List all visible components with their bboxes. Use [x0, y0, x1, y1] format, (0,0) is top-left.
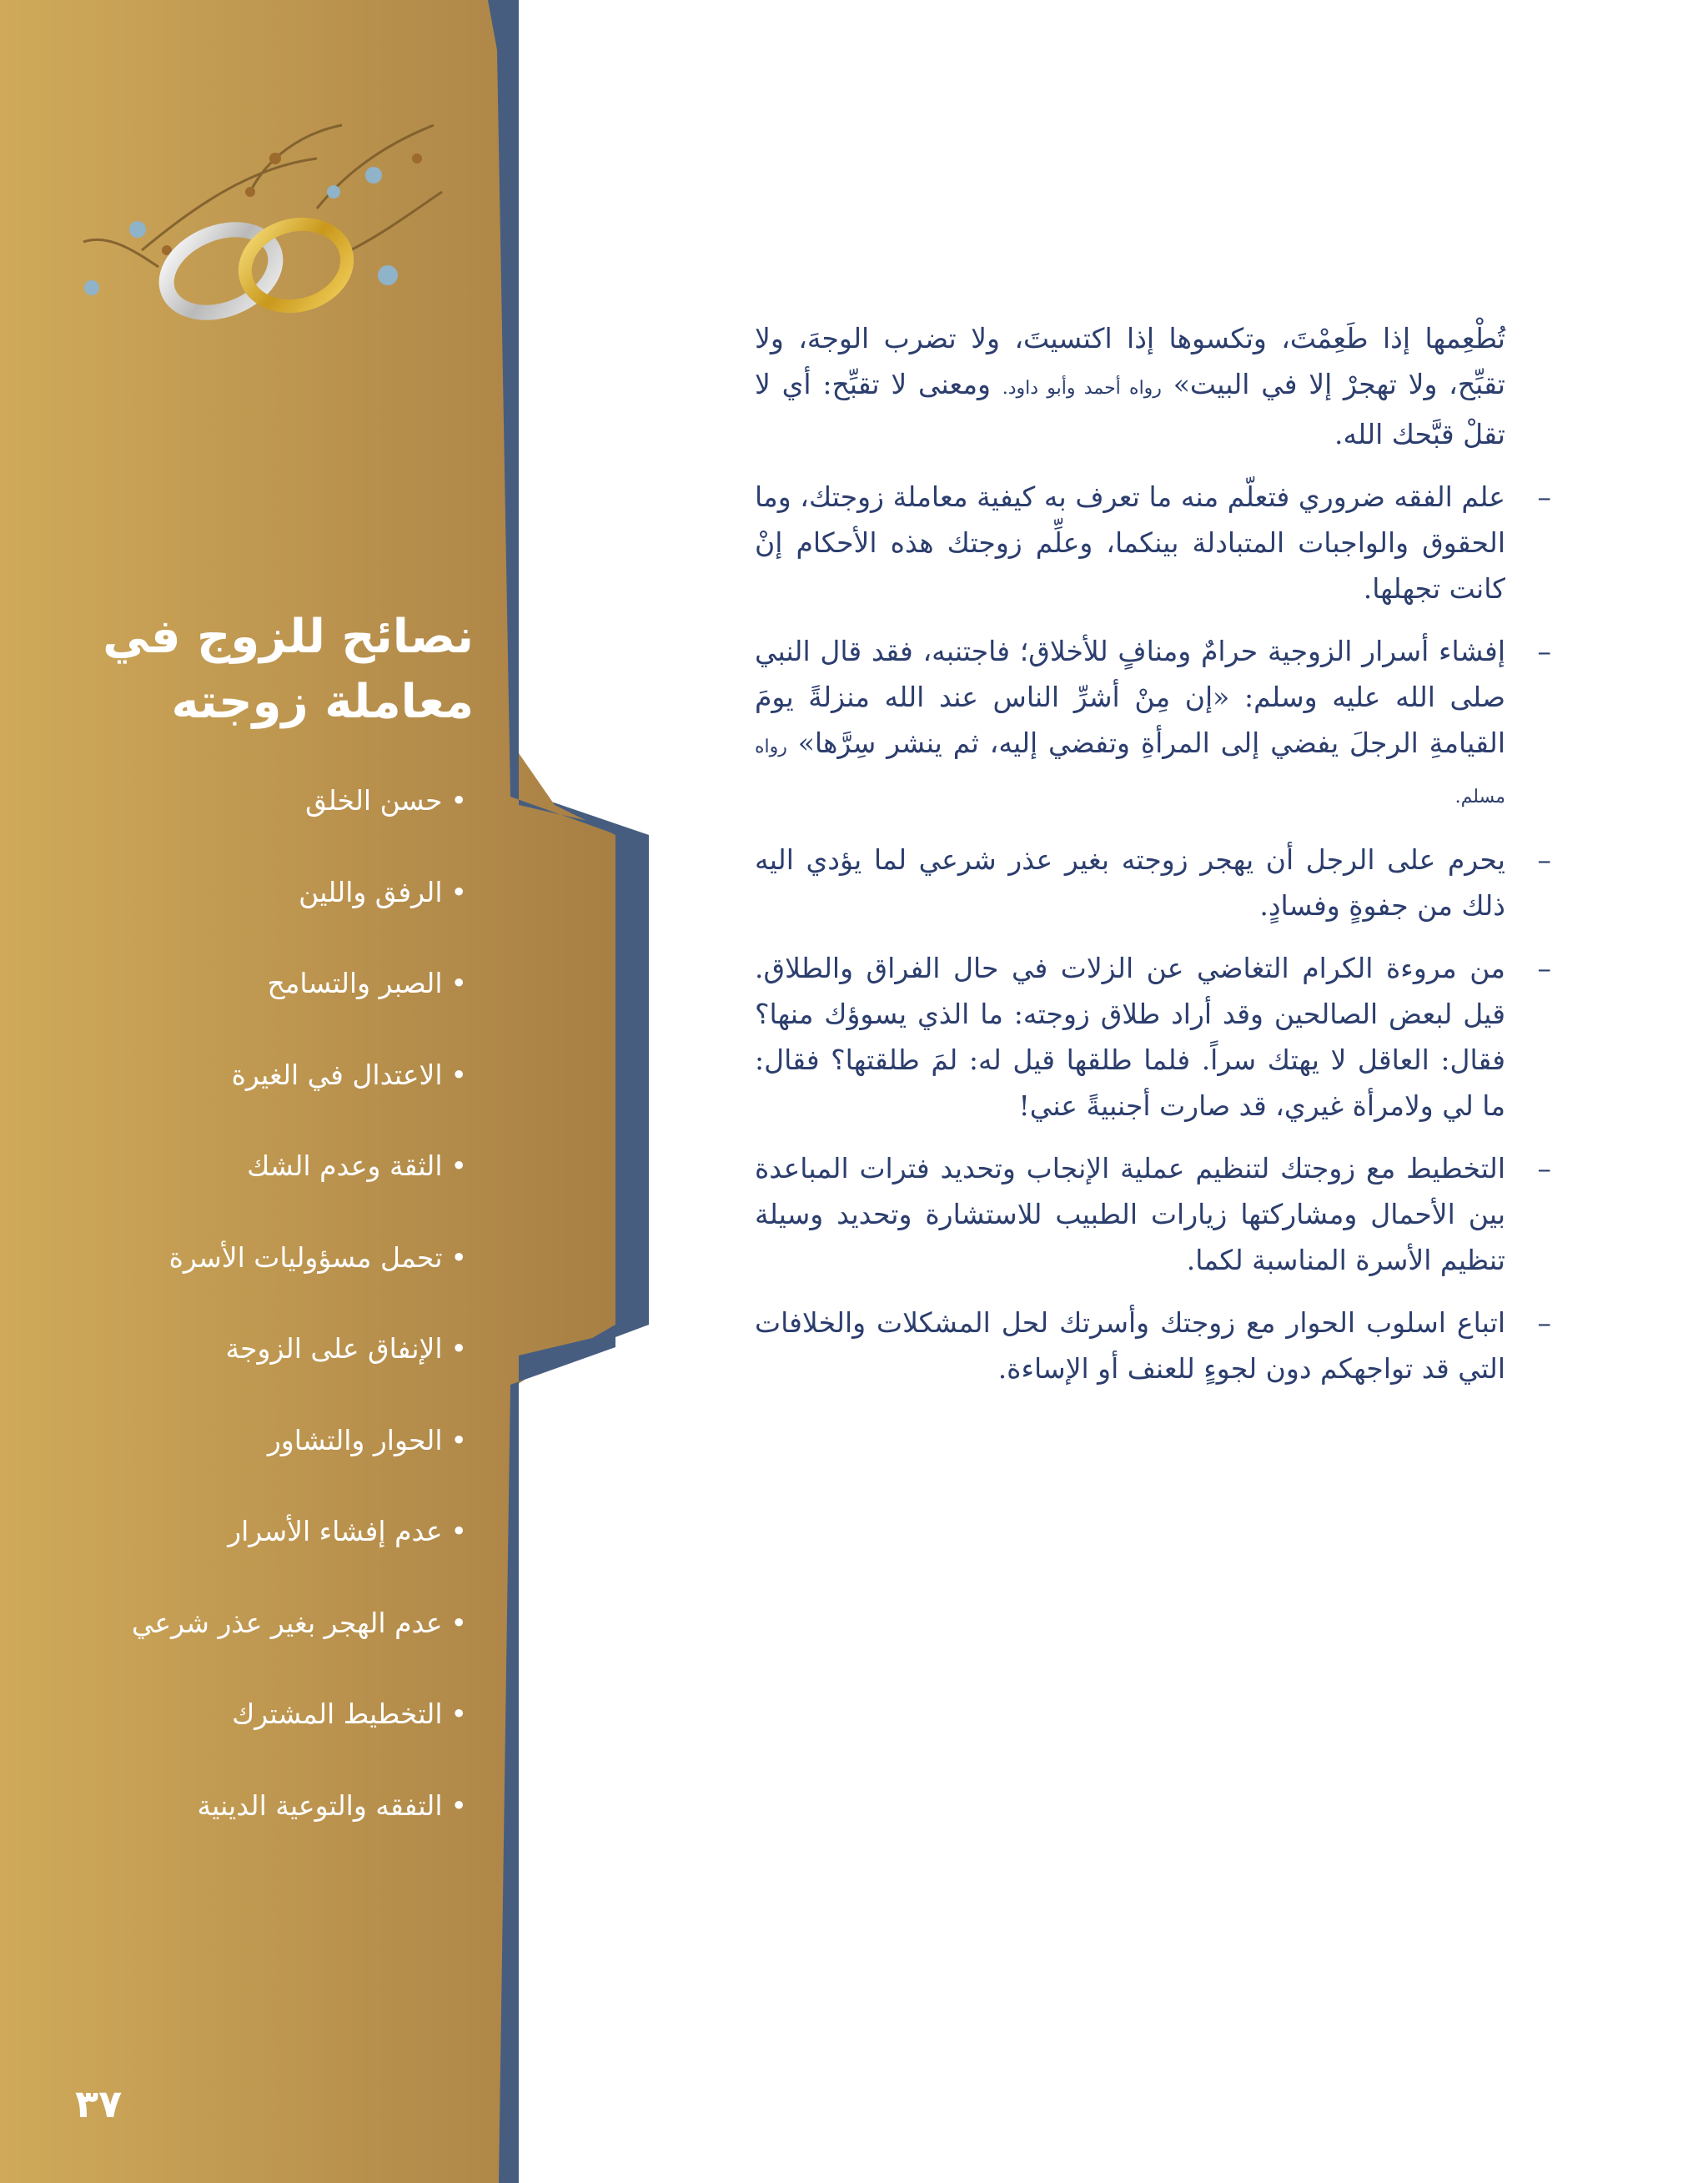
page-number: ٣٧: [75, 2081, 123, 2126]
content-item: [755, 945, 1551, 1129]
dash-marker: –: [1537, 952, 1551, 984]
dash-marker: –: [1537, 480, 1551, 513]
list-item-label: التفقه والتوعية الدينية: [197, 1788, 443, 1822]
dash-marker: –: [1537, 1152, 1551, 1185]
lead-paragraph: [755, 315, 1530, 457]
list-item-label: التخطيط المشترك: [232, 1698, 443, 1730]
list-item: [33, 784, 467, 876]
list-item: [33, 1332, 467, 1424]
list-item: [33, 1424, 467, 1516]
bullet: •: [450, 1698, 467, 1730]
bullet: •: [450, 1149, 467, 1182]
sidebar-title-line: معاملة زوجته: [171, 675, 474, 729]
item-text: إفشاء أسرار الزوجية حرامٌ ومنافٍ للأخلاق؛ فاجتنبه، فقد قال النبي صلى الله عليه وسلم: «إن مِنْ أشرِّ الناس عند الله منزلةً يومَ القيامةِ الرجلَ يفضي إلى المرأةِ وتفضي إليه، ثم ينشر سِرَّها»: [755, 635, 1505, 759]
list-item: [33, 1241, 467, 1333]
list-item-label: حسن الخلق: [305, 784, 443, 817]
list-item-label: الاعتدال في الغيرة: [231, 1058, 443, 1091]
bullet: •: [450, 1332, 467, 1365]
bullet: •: [450, 784, 467, 817]
item-text: علم الفقه ضروري فتعلّم منه ما تعرف به كيفية معاملة زوجتك، وما الحقوق والواجبات المتبادلة بينكما، وعلِّم زوجتك هذه الأحكام إنْ كانت تجهلها.: [755, 480, 1505, 605]
list-item-label: الرفق واللين: [299, 875, 443, 908]
bullet: •: [450, 1240, 467, 1274]
sidebar-title: [100, 605, 474, 735]
bullet: •: [450, 967, 467, 999]
main-content: [755, 315, 1551, 1408]
content-item: [755, 837, 1551, 928]
content-item: [755, 474, 1551, 611]
citation: رواه مسلم.: [755, 737, 1505, 807]
list-item-label: الحوار والتشاور: [267, 1423, 443, 1456]
dash-marker: –: [1537, 843, 1551, 876]
list-item-label: الصبر والتسامح: [267, 967, 443, 999]
list-item: [33, 1607, 467, 1698]
list-item: [33, 1149, 467, 1241]
list-item: [33, 967, 467, 1059]
list-item: [33, 1059, 467, 1150]
item-text: التخطيط مع زوجتك لتنظيم عملية الإنجاب وتحديد فترات المباعدة بين الأحمال ومشاركتها زيارات الطبيب للاستشارة وتحديد وسيلة تنظيم الأسرة المناسبة لكما.: [755, 1152, 1505, 1276]
content-item: [755, 628, 1551, 820]
list-item: [33, 876, 467, 968]
content-item: [755, 1145, 1551, 1283]
item-text: يحرم على الرجل أن يهجر زوجته بغير عذر شرعي لما يؤدي اليه ذلك من جفوةٍ وفسادٍ.: [755, 843, 1505, 922]
tips-list: [33, 784, 467, 1880]
content-item: [755, 1300, 1551, 1391]
list-item-label: عدم الهجر بغير عذر شرعي: [131, 1606, 443, 1639]
bullet: •: [450, 1606, 467, 1639]
list-item-label: تحمل مسؤوليات الأسرة: [168, 1240, 443, 1274]
lead-after: ومعنى لا تقبِّح: أي لا تقلْ قبَّحك الله.: [755, 368, 1505, 450]
bullet: •: [450, 1423, 467, 1456]
list-item: [33, 1515, 467, 1607]
citation: رواه أحمد وأبو داود.: [1002, 378, 1162, 399]
bullet: •: [450, 875, 467, 908]
item-text: اتباع اسلوب الحوار مع زوجتك وأسرتك لحل المشكلات والخلافات التي قد تواجهكم دون لجوءٍ للعنف أو الإساءة.: [755, 1306, 1505, 1385]
list-item-label: الثقة وعدم الشك: [247, 1149, 443, 1182]
list-item: [33, 1698, 467, 1789]
sidebar-title-line: نصائح للزوج في: [103, 610, 474, 664]
bullet: •: [450, 1515, 467, 1547]
list-item-label: عدم إفشاء الأسرار: [228, 1515, 443, 1547]
list-item: [33, 1789, 467, 1881]
item-text: من مروءة الكرام التغاضي عن الزلات في حال الفراق والطلاق. قيل لبعض الصالحين وقد أراد طلاق زوجته: ما الذي يسوؤك منها؟ فقال: العاقل لا يهتك سراً. فلما طلقها قيل له: لمَ طلقتها؟ فقال: ما لي ولامرأة غيري، قد صارت أجنبيةً عني!: [755, 952, 1505, 1122]
list-item-label: الإنفاق على الزوجة: [225, 1332, 443, 1365]
dash-marker: –: [1537, 1306, 1551, 1339]
lead-text: تُطْعِمها إذا طَعِمْتَ، وتكسوها إذا اكتسيتَ، ولا تضرب الوجهَ، ولا تقبِّح، ولا تهجرْ إلا في البيت»: [755, 322, 1505, 400]
bullet: •: [450, 1788, 467, 1822]
bullet: •: [450, 1058, 467, 1091]
dash-marker: –: [1537, 635, 1551, 667]
